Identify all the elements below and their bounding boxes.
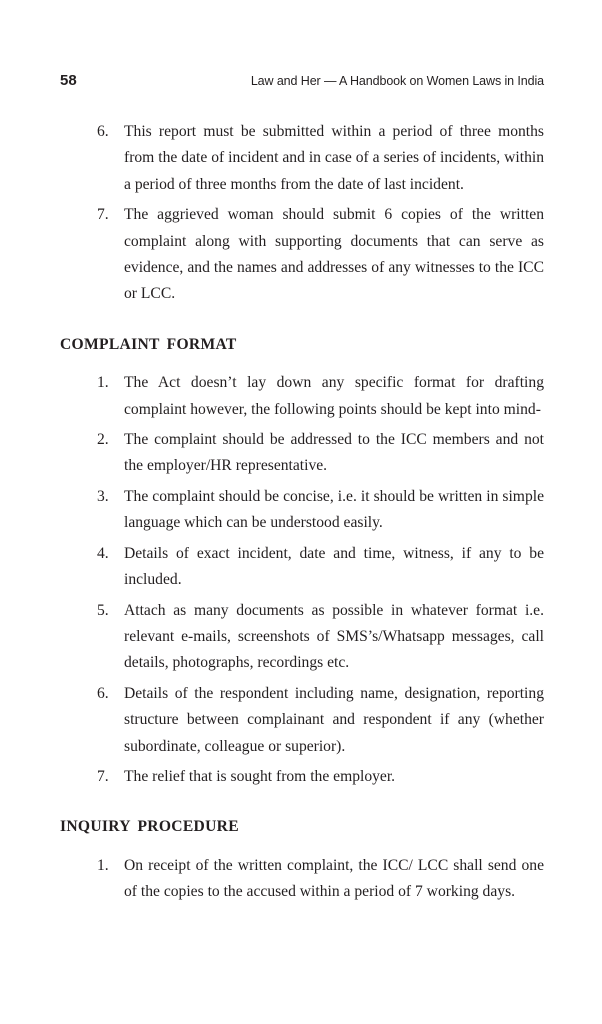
list-item-number: 6. bbox=[97, 123, 109, 140]
page-number: 58 bbox=[60, 72, 77, 89]
page-header bbox=[60, 72, 544, 94]
section-heading-inquiry-procedure: INQUIRY PROCEDURE bbox=[60, 818, 239, 836]
list-item-text: The complaint should be concise, i.e. it should be written in simple language which can be understood easily. bbox=[124, 487, 544, 532]
list-item bbox=[60, 119, 544, 198]
inquiry-procedure-list bbox=[60, 853, 544, 906]
list-item bbox=[60, 598, 544, 677]
complaint-format-list bbox=[60, 370, 544, 790]
list-item bbox=[60, 427, 544, 480]
list-item-number: 7. bbox=[97, 767, 109, 785]
list-item-number: 5. bbox=[97, 601, 109, 619]
list-item-number: 3. bbox=[97, 487, 109, 505]
list-item bbox=[60, 541, 544, 594]
list-item-text: The complaint should be addressed to the ICC members and not the employer/HR representative. bbox=[124, 431, 544, 475]
list-item-text: Attach as many documents as possible in whatever format i.e. relevant e-mails, screenshots of SMS’s/Whatsapp messages, call details, photographs, recordings etc. bbox=[124, 601, 544, 672]
continued-list bbox=[60, 119, 544, 308]
list-item-number: 1. bbox=[97, 374, 109, 392]
list-item bbox=[60, 370, 544, 423]
page-content bbox=[60, 119, 544, 910]
list-item-number: 4. bbox=[97, 544, 109, 562]
list-item-number: 1. bbox=[97, 856, 109, 874]
list-item-number: 6. bbox=[97, 684, 109, 702]
list-item bbox=[60, 853, 544, 906]
list-item-number: 7. bbox=[97, 206, 109, 224]
list-item-text: The relief that is sought from the employer. bbox=[124, 767, 396, 785]
list-item-text: On receipt of the written complaint, the ICC/ LCC shall send one of the copies to the accused within a period of 7 working days. bbox=[124, 856, 544, 901]
list-item bbox=[60, 764, 544, 790]
list-item bbox=[60, 484, 544, 537]
list-item-number: 2. bbox=[97, 431, 109, 449]
section-heading-complaint-format: COMPLAINT FORMAT bbox=[60, 335, 237, 353]
running-head: Law and Her — A Handbook on Women Laws in India bbox=[250, 74, 544, 88]
list-item-text: The Act doesn’t lay down any specific format for drafting complaint however, the following points should be kept into mind- bbox=[124, 374, 544, 418]
list-item-text: This report must be submitted within a period of three months from the date of incident and in case of a series of incidents, within a period of three months from the date of last incident. bbox=[124, 123, 544, 193]
list-item-text: The aggrieved woman should submit 6 copies of the written complaint along with supporting documents that can serve as evidence, and the names and addresses of any witnesses to the ICC or LCC. bbox=[124, 206, 544, 303]
list-item bbox=[60, 681, 544, 760]
list-item-text: Details of exact incident, date and time, witness, if any to be included. bbox=[124, 544, 544, 589]
list-item-text: Details of the respondent including name, designation, reporting structure between complainant and respondent if any (whether subordinate, colleague or superior). bbox=[124, 684, 544, 755]
list-item bbox=[60, 202, 544, 308]
